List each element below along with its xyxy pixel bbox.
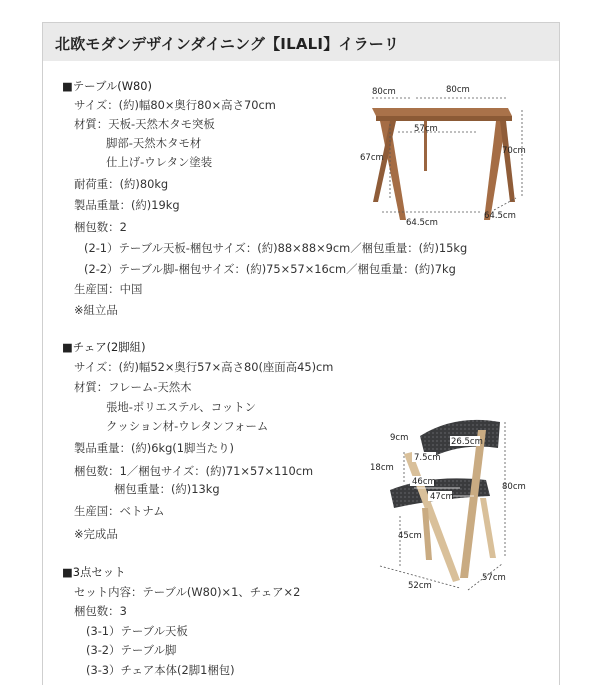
table-package-1: (2-1）テーブル天板-梱包サイズ：(約)88×88×9cm／梱包重量：(約)15kg <box>84 241 468 255</box>
table-packages: 梱包数：2 <box>74 220 127 234</box>
table-material: 材質：天板-天然木タモ突板 <box>74 117 215 131</box>
chair-material-fabric: 張地-ポリエステル、コットン <box>106 400 257 414</box>
dim-label: 45cm <box>398 531 422 541</box>
dim-label: 57cm <box>482 573 506 583</box>
table-load: 耐荷重：(約)80kg <box>74 177 169 191</box>
chair-note: ※完成品 <box>74 527 118 541</box>
chair-material: 材質：フレーム-天然木 <box>74 380 192 394</box>
dim-label: 80cm <box>372 87 396 97</box>
dim-line <box>494 198 516 210</box>
dim-label: 9cm <box>390 433 409 443</box>
table-heading: ■テーブル(W80) <box>62 79 152 93</box>
dim-label: 47cm <box>430 492 454 502</box>
title-bar <box>43 23 559 61</box>
chair-size: サイズ：(約)幅52×奥行57×高さ80(座面高45)cm <box>74 360 334 374</box>
dim-label: 18cm <box>370 463 394 473</box>
dim-label: 46cm <box>412 477 436 487</box>
chair-package-weight: 梱包重量：(約)13kg <box>114 482 220 496</box>
table-top-edge <box>376 116 512 121</box>
dim-label: 57cm <box>414 124 438 134</box>
dim-label: 64.5cm <box>484 211 516 221</box>
set-heading: ■3点セット <box>62 565 126 579</box>
table-weight: 製品重量：(約)19kg <box>74 198 180 212</box>
dim-label: 80cm <box>446 85 470 95</box>
set-item-2: (3-2）テーブル脚 <box>86 643 177 657</box>
dim-label: 26.5cm <box>451 437 483 447</box>
chair-heading: ■チェア(2脚組) <box>62 340 146 354</box>
dim-label: 80cm <box>502 482 526 492</box>
set-packages: 梱包数：3 <box>74 604 127 618</box>
dim-label: 64.5cm <box>406 218 438 228</box>
dim-label: 7.5cm <box>414 453 441 463</box>
set-item-1: (3-1）テーブル天板 <box>86 624 188 638</box>
chair-weight: 製品重量：(約)6kg(1脚当たり) <box>74 441 235 455</box>
dim-label: 70cm <box>502 146 526 156</box>
dim-label: 67cm <box>360 153 384 163</box>
table-leg <box>500 121 515 202</box>
chair-leg <box>404 452 460 582</box>
table-diagram <box>350 80 540 230</box>
chair-material-cushion: クッション材-ウレタンフォーム <box>106 419 269 433</box>
set-contents: セット内容：テーブル(W80)×1、チェア×2 <box>74 585 301 599</box>
dim-label: 52cm <box>408 581 432 591</box>
table-package-2: (2-2）テーブル脚-梱包サイズ：(約)75×57×16cm／梱包重量：(約)7kg <box>84 262 456 276</box>
chair-packages: 梱包数：1／梱包サイズ：(約)71×57×110cm <box>74 464 314 478</box>
page-title: 北欧モダンデザインダイニング【ILALI】イラーリ <box>55 35 400 53</box>
table-top <box>372 108 512 116</box>
table-size: サイズ：(約)幅80×奥行80×高さ70cm <box>74 98 276 112</box>
table-note: ※組立品 <box>74 303 118 317</box>
table-material-legs: 脚部-天然木タモ材 <box>106 136 202 150</box>
table-material-finish: 仕上げ-ウレタン塗装 <box>106 155 213 169</box>
chair-leg <box>480 498 496 558</box>
set-item-3: (3-3）チェア本体(2脚1梱包) <box>86 663 235 677</box>
chair-origin: 生産国：ベトナム <box>74 504 165 518</box>
chair-diagram <box>360 408 540 608</box>
table-origin: 生産国：中国 <box>74 282 143 296</box>
